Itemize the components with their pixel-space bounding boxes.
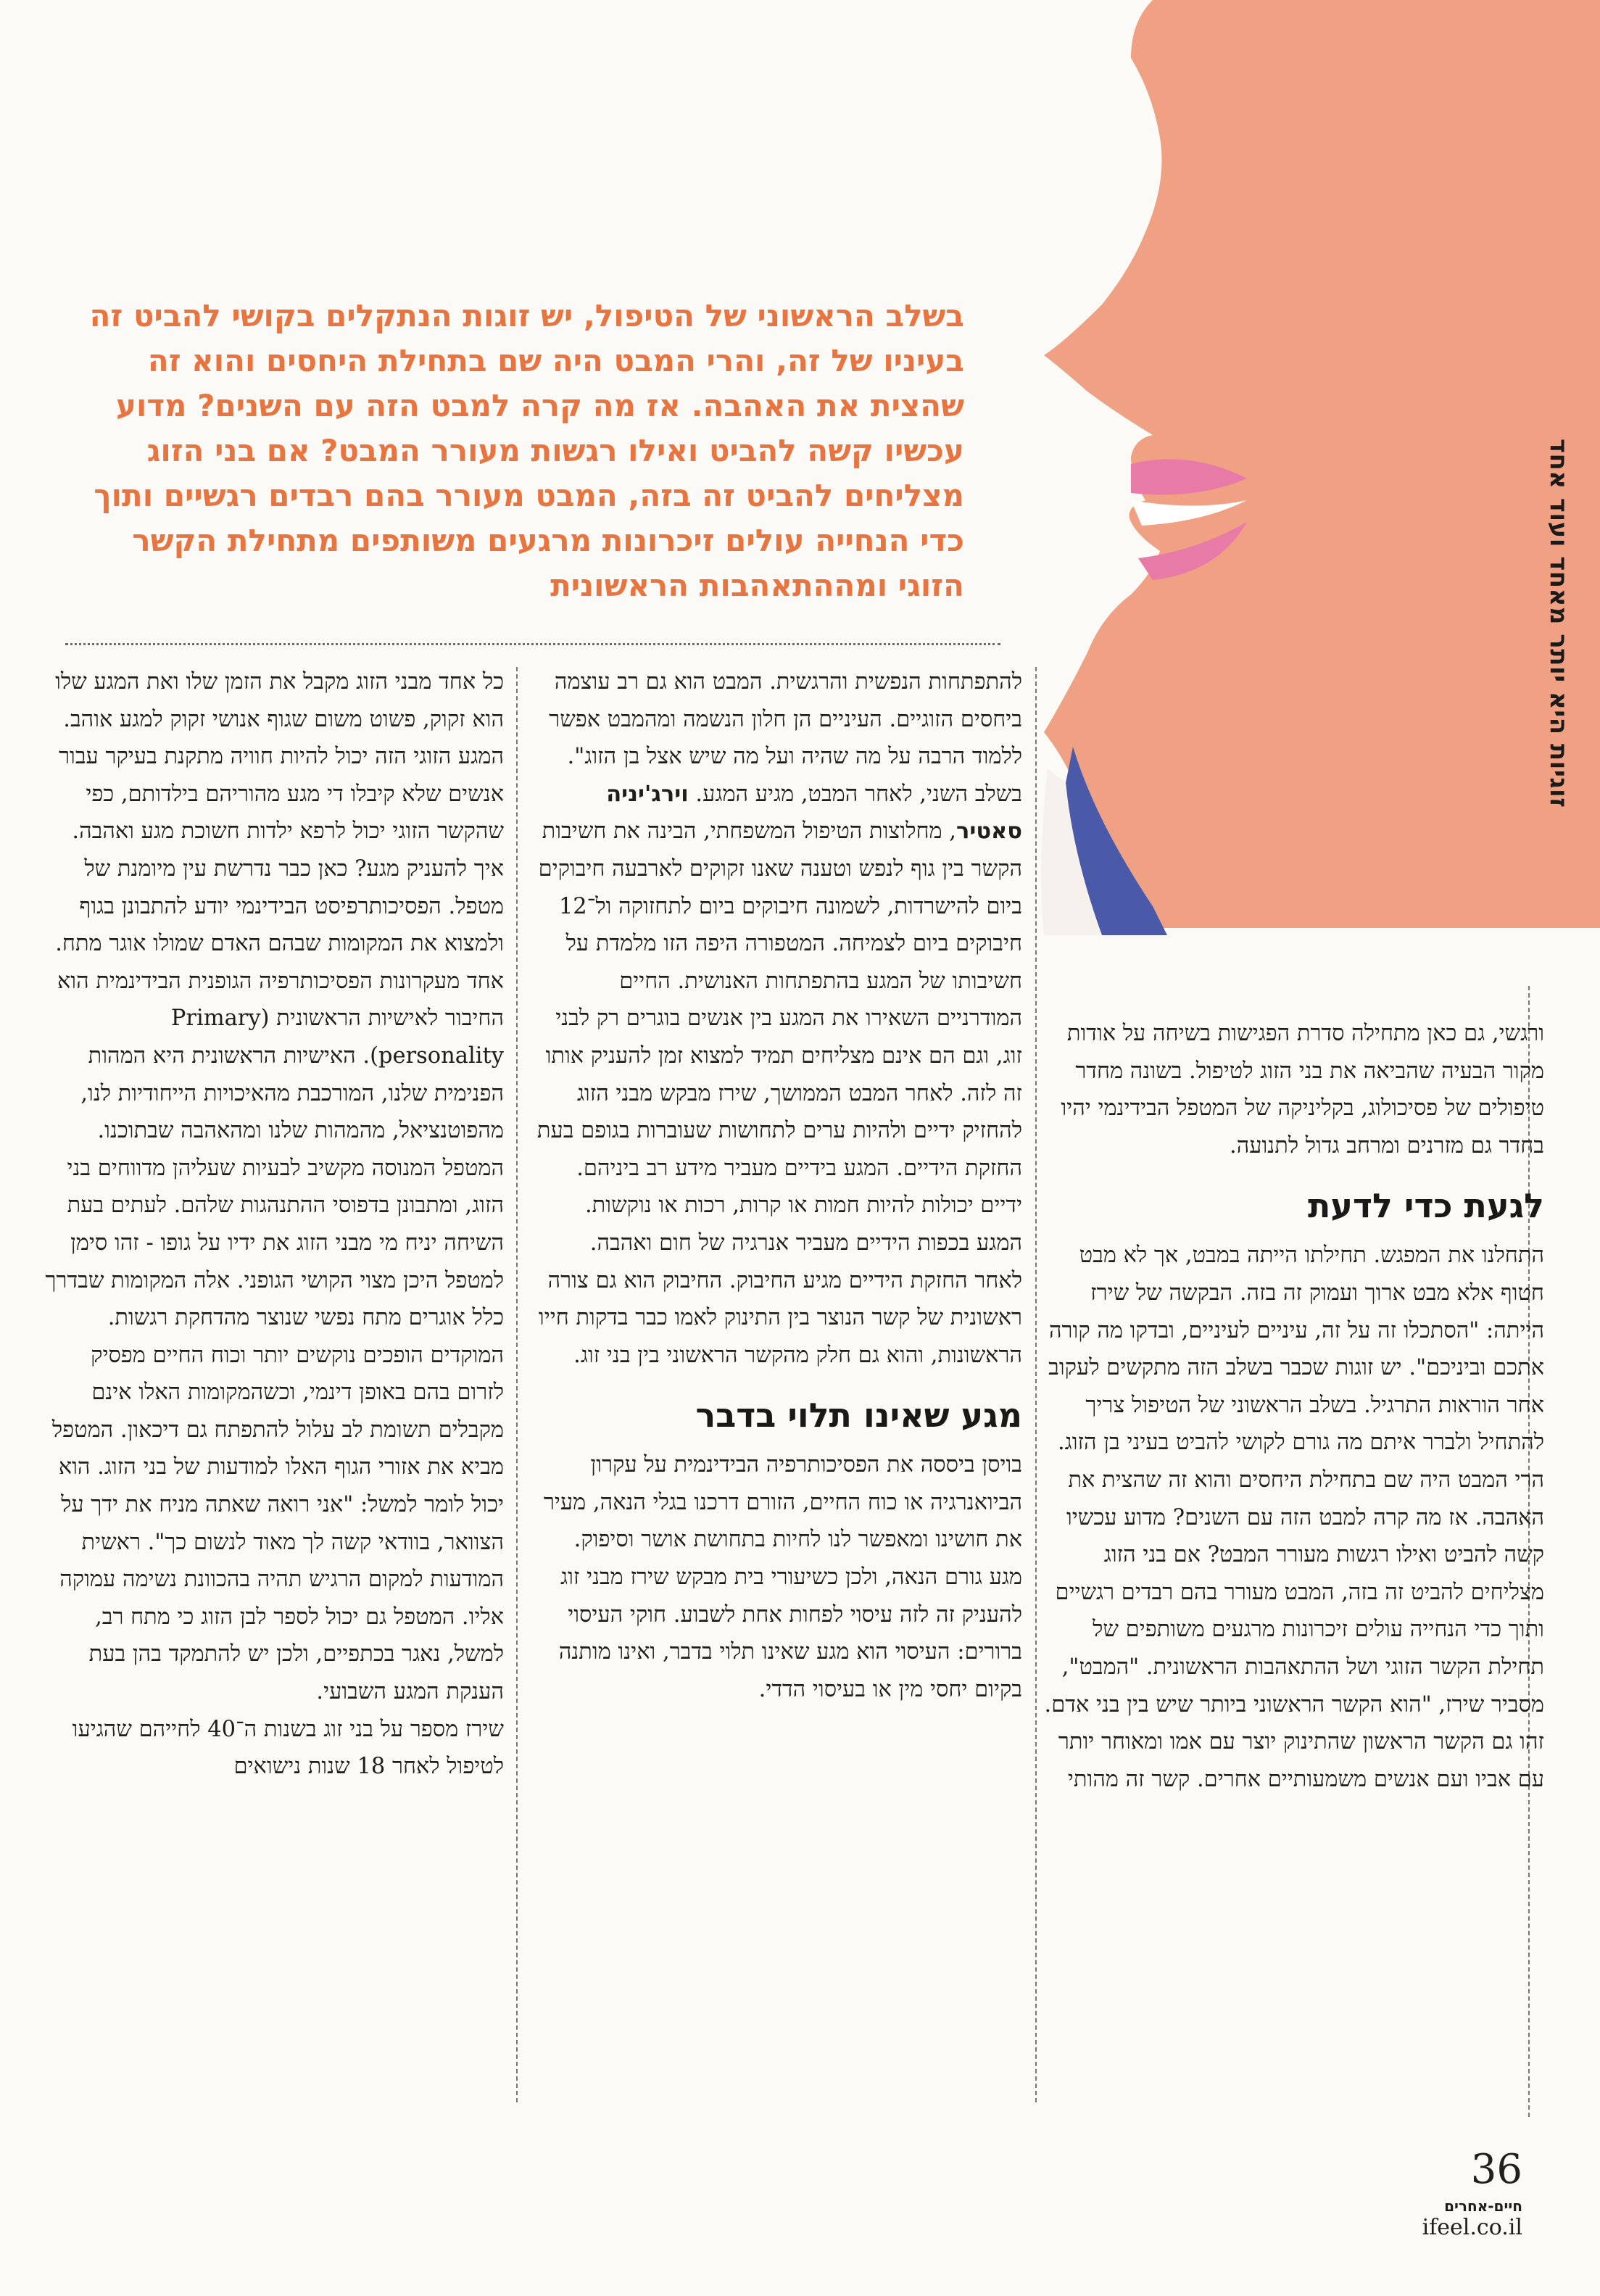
text-column-2 [536, 663, 1022, 1708]
section-heading: לגעת כדי לדעת [1307, 1186, 1544, 1226]
column-rule-middle [1035, 667, 1037, 2102]
website-url: ifeel.co.il [1422, 2215, 1522, 2240]
paragraph: איך להעניק מגע? כאן כבר נדרשת עין מיומנת של מטפל. הפסיכותרפיסט הבידינמי יודע להתבונן בגוף ולמצוא את המקומות שבהם האדם שמולו אוגר מתח. אחד מעקרונות הפסיכותרפיה הגופנית הבידינמית הוא החיבור לאישיות הראשונית (Primary personality). האישיות הראשונית היא המהות הפנימית שלנו, המורכבת מהאיכויות הייחודיות לנו, מהפוטנציאל, מהמהות שלנו ומהאהבה שבתוכנו. המטפל המנוסה מקשיב לבעיות שעליהן מדווחים בני הזוג, ומתבונן בדפוסי ההתנהגות שלהם. לעתים בעת השיחה יניח מי מבני הזוג את ידיו על גופו - זהו סימן למטפל היכן מצוי הקושי הגופני. אלה המקומות שבדרך כלל אוגרים מתח נפשי שנוצר מהדחקת רגשות. המוקדים הופכים נוקשים יותר וכוח החיים מפסיק לזרום בהם באופן דינמי, וכשהמקומות האלו אינם מקבלים תשומת לב עלול להתפתח גם דיכאון. המטפל מביא את אזורי הגוף האלו למודעות של בני הזוג. הוא יכול לומר למשל: "אני רואה שאתה מניח את ידך על הצוואר, בוודאי קשה לך מאוד לנשום כך". ראשית המודעות למקום הרגיש תהיה בהכוונת נשימה עמוקה אליו. המטפל גם יכול לספר לבן הזוג כי מתח רב, למשל, נאגר בכתפיים, ולכן יש להתמקד בהן בעת הענקת המגע השבועי. [45, 855, 504, 1705]
page-number: 36 [1470, 2146, 1522, 2193]
paragraph: ורגשי, גם כאן מתחילה סדרת הפגישות בשיחה על אודות מקור הבעיה שהביאה את בני הזוג לטיפול. בשונה מחדר טיפולים של פסיכולוג, בקליניקה של המטפל הבידינמי יהיו בחדר גם מזרנים ומרחב גדול לתנועה. [1061, 1021, 1544, 1159]
dotted-divider [65, 643, 1000, 645]
brand-logo: חיים-אחרים [1444, 2197, 1522, 2215]
column-rule-left [516, 667, 518, 2102]
paragraph: בויסן ביססה את הפסיכותרפיה הבידינמית על עקרון הביואנרגיה או כוח החיים, הזורם דרכנו בגלי הנאה, מעיר את חושינו ומאפשר לנו לחיות בתחושת אושר וסיפוק. מגע גורם הנאה, ולכן כשיעורי בית מבקש שירז מבני זוג להעניק זה לזה עיסוי לפחות אחת לשבוע. חוקי העיסוי ברורים: העיסוי הוא מגע שאינו תלוי בדבר, ואינו מותנה בקיום יחסי מין או בעיסוי הדדי. [543, 1452, 1022, 1702]
section-heading: מגע שאינו תלוי בדבר [695, 1396, 1022, 1435]
folio [1377, 2146, 1522, 2240]
text-column-3 [40, 663, 504, 1786]
pull-quote: בשלב הראשוני של הטיפול, יש זוגות הנתקלים בקושי להביט זה בעיניו של זה, והרי המבט היה שם בתחילת היחסים והוא זה שהצית את האהבה. אז מה קרה למבט הזה עם השנים? מדוע עכשיו קשה להביט ואילו רגשות מעורר המבט? אם בני הזוג מצליחים להביט זה בזה, המבט מעורר בהם רבדים רגשיים ותוך כדי הנחייה עולים זיכרונות מרגעים משותפים מתחילת הקשר הזוגי ומההתאהבות הראשונית [89, 298, 964, 603]
paragraph: להתפתחות הנפשית והרגשית. המבט הוא גם רב עוצמה ביחסים הזוגיים. העיניים הן חלון הנשמה ומהמבט אפשר ללמוד הרבה על מה שהיה ועל מה שיש אצל בן הזוג". בשלב השני, לאחר המבט, מגיע המגע. וירג'יניה סאטיר, מחלוצות הטיפול המשפחתי, הבינה את חשיבות הקשר בין גוף לנפש וטענה שאנו זקוקים לארבעה חיבוקים ביום להישרדות, לשמונה חיבוקים ביום לתחזוקה ול־12 חיבוקים ביום לצמיחה. המטפורה היפה הזו מלמדת על חשיבותו של המגע בהתפתחות האנושית. החיים המודרניים השאירו את המגע בין אנשים בוגרים רק לבני זוג, וגם הם אינם מצליחים תמיד למצוא זמן להעניק אותו זה לזה. לאחר המבט הממושך, שירז מבקש מבני הזוג להחזיק ידיים ולהיות ערים לתחושות שעוברות בגופם בעת החזקת הידיים. המגע בידיים מעביר מידע רב ביניהם. ידיים יכולות להיות חמות או קרות, רכות או נוקשות. המגע בכפות הידיים מעביר אנרגיה של חום ואהבה. לאחר החזקת הידיים מגיע החיבוק. החיבוק הוא גם צורה ראשונית של קשר הנוצר בין התינוק לאמו כבר בדקות חייו הראשונות, והוא גם חלק מהקשר הראשוני בין בני זוג. [536, 669, 1022, 1368]
paragraph: התחלנו את המפגש. תחילתו הייתה במבט, אך לא מבט חטוף אלא מבט ארוך ועמוק זה בזה. הבקשה של שירז הייתה: "הסתכלו זה על זה, עיניים לעיניים, ובדקו מה קורה אתכם וביניכם". יש זוגות שכבר בשלב הזה מתקשים לעקוב אחר הוראות התרגיל. בשלב הראשוני של הטיפול צריך להתחיל ולברר איתם מה גורם לקושי להביט בעיני בן הזוג. הרי המבט היה שם בתחילת היחסים והוא זה שהצית את האהבה. אז מה קרה למבט הזה עם השנים? מדוע עכשיו קשה להביט ואילו רגשות מעורר המבט? אם בני הזוג מצליחים להביט זה בזה, המבט מעורר בהם רבדים רגשיים ותוך כדי הנחייה עולים זיכרונות מרגעים משותפים של תחילת הקשר הזוגי ושל ההתאהבות הראשונית. "המבט", מסביר שירז, "הוא הקשר הראשוני ביותר שיש בין בני אדם. זהו גם הקשר הראשון שהתינוק יוצר עם אמו ומאוחר יותר עם אביו ועם אנשים משמעותיים אחרים. קשר זה מהותי [1044, 1243, 1544, 1792]
bold-name: וירג'יניה סאטיר [606, 781, 1022, 845]
face-skin [1044, 0, 1600, 928]
paragraph: שירז מספר על בני זוג בשנות ה־40 לחייהם שהגיעו לטיפול לאחר 18 שנות נישואים [72, 1716, 504, 1780]
text-column-1 [1044, 1015, 1544, 1798]
running-title: זוגיות היא יותר מאחד ועוד אחד [1544, 439, 1573, 808]
paragraph: כל אחד מבני הזוג מקבל את הזמן שלו ואת המגע שלו הוא זקוק, פשוט משום שגוף אנושי זקוק למגע אוהב. המגע הזוגי הזה יכול להיות חוויה מתקנת בעיקר עבור אנשים שלא קיבלו די מגע מהוריהם בילדותם, כפי שהקשר הזוגי יכול לרפא ילדות חשוכת מגע ואהבה. [55, 669, 504, 845]
